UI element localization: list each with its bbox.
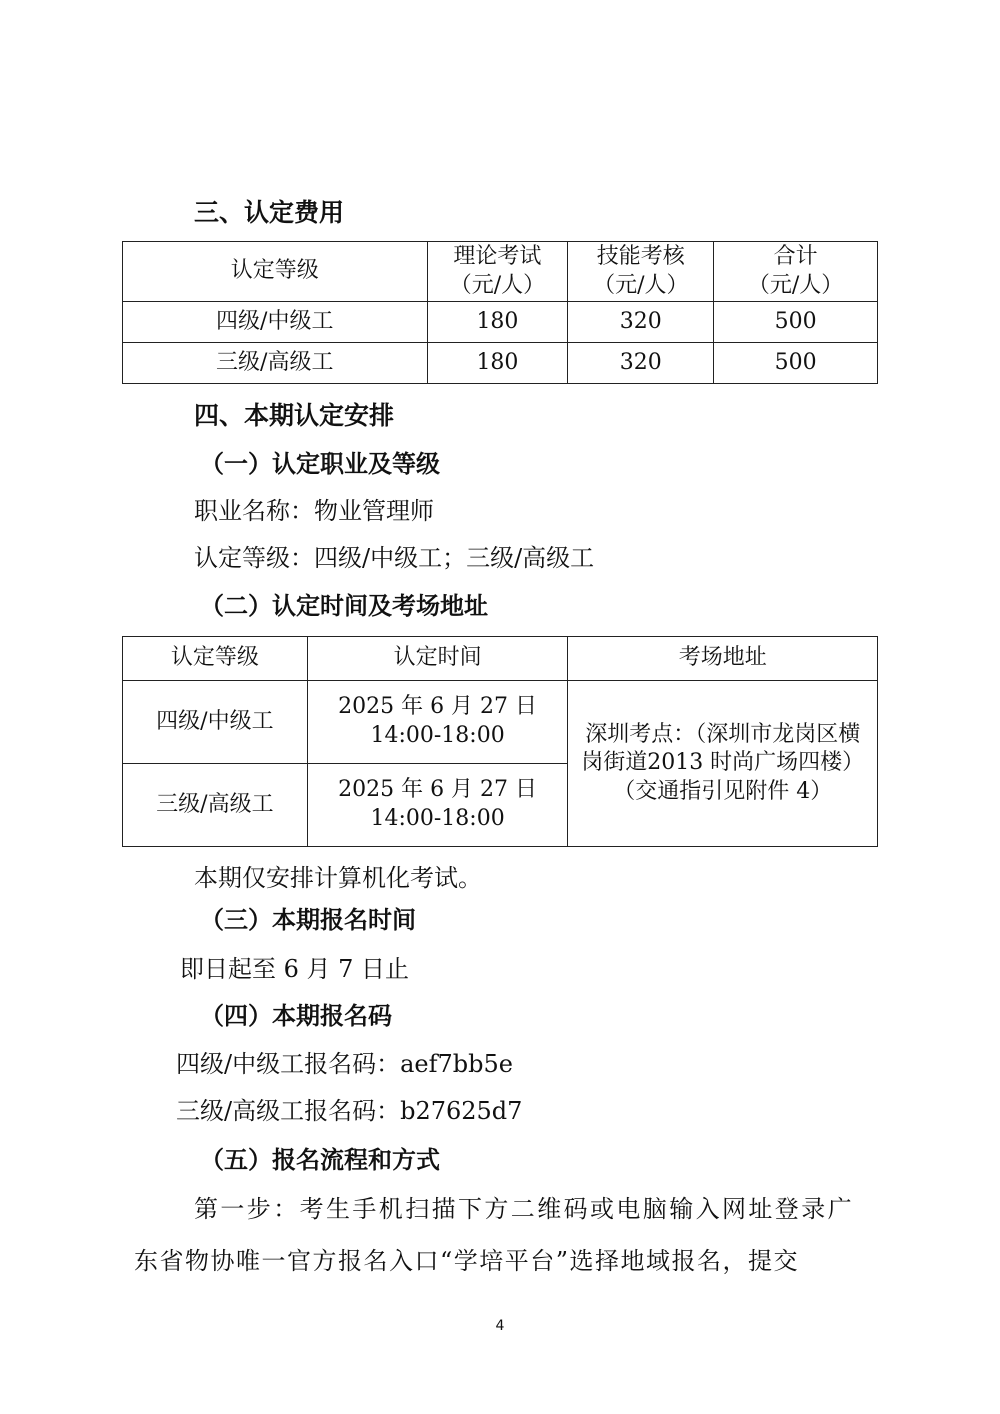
fee-cell-level: 四级/中级工 <box>123 302 428 343</box>
fee-cell-level: 三级/高级工 <box>123 343 428 384</box>
table-row <box>123 681 878 764</box>
schedule-table <box>122 636 878 847</box>
page-number: 4 <box>495 1318 505 1334</box>
exam-note: 本期仅安排计算机化考试。 <box>194 864 482 892</box>
schedule-cell-address: 深圳考点：（深圳市龙岗区横 岗街道2013 时尚广场四楼） （交通指引见附件 4） <box>568 681 878 847</box>
schedule-header-level: 认定等级 <box>123 637 308 681</box>
levels-text: 认定等级：四级/中级工；三级/高级工 <box>194 544 595 572</box>
fee-cell-theory: 180 <box>427 343 568 384</box>
subsection-2-title: （二）认定时间及考场地址 <box>200 591 488 620</box>
registration-period: 即日起至 6 月 7 日止 <box>180 955 410 983</box>
schedule-date: 2025 年 6 月 27 日 <box>338 777 538 803</box>
table-row <box>123 343 878 384</box>
fee-header-total: 合计 （元/人） <box>714 242 878 302</box>
fee-cell-theory: 180 <box>427 302 568 343</box>
fee-table-header <box>123 242 878 302</box>
fee-header-level: 认定等级 <box>123 242 428 302</box>
fee-header-skill: 技能考核 （元/人） <box>568 242 714 302</box>
fee-cell-total: 500 <box>714 343 878 384</box>
subsection-4-title: （四）本期报名码 <box>200 1001 392 1030</box>
schedule-hours: 14:00-18:00 <box>370 806 505 831</box>
schedule-header-time: 认定时间 <box>307 637 568 681</box>
registration-code-mid: 四级/中级工报名码：aef7bb5e <box>176 1050 513 1078</box>
schedule-table-header <box>123 637 878 681</box>
fee-cell-total: 500 <box>714 302 878 343</box>
schedule-cell-level: 三级/高级工 <box>123 764 308 847</box>
schedule-header-address: 考场地址 <box>568 637 878 681</box>
fee-table <box>122 241 878 384</box>
fee-cell-skill: 320 <box>568 302 714 343</box>
procedure-paragraph-line2: 东省物协唯一官方报名入口“学培平台”选择地域报名，提交 <box>134 1247 800 1275</box>
section-3-title: 三、认定费用 <box>194 198 345 227</box>
fee-cell-skill: 320 <box>568 343 714 384</box>
fee-header-theory: 理论考试 （元/人） <box>427 242 568 302</box>
registration-code-high: 三级/高级工报名码：b27625d7 <box>176 1097 523 1125</box>
table-row <box>123 302 878 343</box>
subsection-5-title: （五）报名流程和方式 <box>200 1145 440 1174</box>
schedule-date: 2025 年 6 月 27 日 <box>338 694 538 720</box>
schedule-cell-time <box>307 681 568 764</box>
subsection-3-title: （三）本期报名时间 <box>200 905 416 934</box>
section-4-title: 四、本期认定安排 <box>194 401 395 430</box>
occupation-text: 职业名称：物业管理师 <box>194 497 434 525</box>
schedule-cell-level: 四级/中级工 <box>123 681 308 764</box>
schedule-hours: 14:00-18:00 <box>370 723 505 748</box>
schedule-cell-time <box>307 764 568 847</box>
procedure-paragraph-line1: 第一步：考生手机扫描下方二维码或电脑输入网址登录广 <box>194 1195 854 1223</box>
subsection-1-title: （一）认定职业及等级 <box>200 449 440 478</box>
